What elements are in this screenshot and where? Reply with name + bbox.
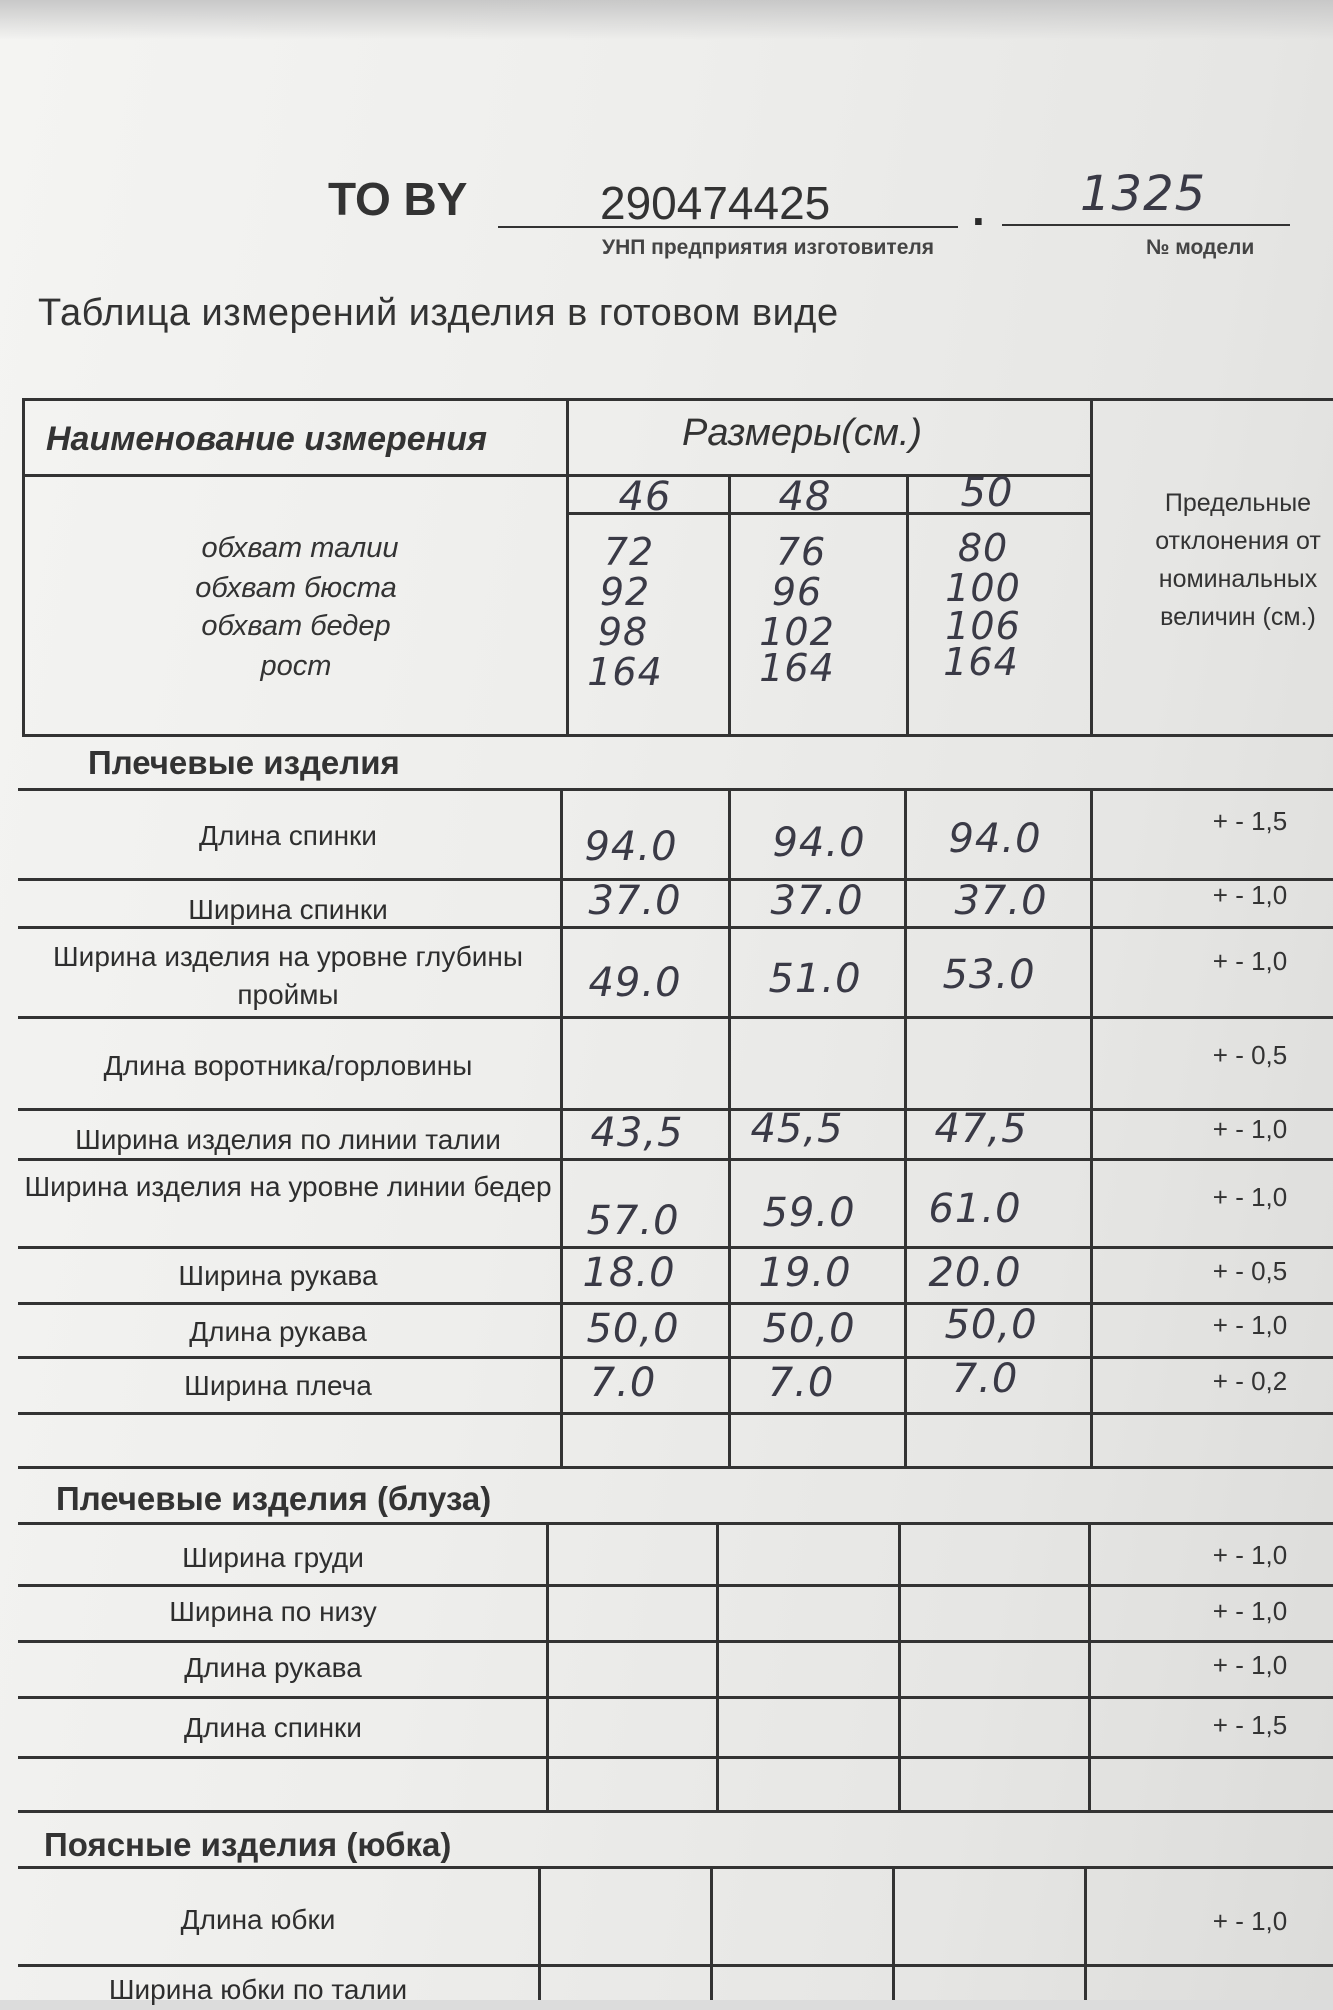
body-value: 96 <box>771 570 823 614</box>
row-tolerance: + - 1,5 <box>1212 806 1288 836</box>
row-value: 61.0 <box>928 1186 1022 1232</box>
row-value: 50,0 <box>586 1306 680 1352</box>
unp-caption: УНП предприятия изготовителя <box>602 236 934 259</box>
body-value: 164 <box>587 650 663 694</box>
row-value: 18.0 <box>582 1250 676 1296</box>
body-value: 102 <box>759 610 835 654</box>
row-tolerance: + - 1,0 <box>1212 1906 1288 1936</box>
tolerance-header-1: Предельные <box>1164 489 1312 517</box>
row-value: 7.0 <box>951 1356 1019 1402</box>
body-measure-height: рост <box>260 650 332 682</box>
row-label: Длина рукава <box>189 1316 367 1347</box>
table-line <box>18 1964 1333 1967</box>
table-line <box>1090 398 1093 734</box>
section-title-blouse: Плечевые изделия (блуза) <box>56 1480 492 1517</box>
table-line <box>22 398 1333 401</box>
sizes-column-header: Размеры(см.) <box>682 412 923 454</box>
row-value: 7.0 <box>589 1360 657 1406</box>
size-48: 48 <box>778 474 832 520</box>
section-title-skirt: Поясные изделия (юбка) <box>44 1826 452 1863</box>
tolerance-header-2: отклонения от <box>1155 527 1321 555</box>
row-value: 50,0 <box>762 1306 856 1352</box>
table-line <box>18 1356 1333 1359</box>
table-line <box>18 1246 1333 1249</box>
table-line <box>18 1302 1333 1305</box>
table-line <box>18 1522 1333 1525</box>
row-tolerance: + - 0,2 <box>1212 1366 1288 1396</box>
table-line <box>18 1584 1333 1587</box>
row-value: 45,5 <box>750 1106 844 1152</box>
table-line <box>22 734 1333 737</box>
row-value: 43,5 <box>590 1110 684 1156</box>
tolerance-header-4: величин (см.) <box>1160 603 1316 631</box>
row-label: Ширина изделия на уровне линии бедер <box>24 1171 552 1202</box>
table-line <box>538 1866 541 2000</box>
model-value: 1325 <box>1080 166 1207 222</box>
row-value: 37.0 <box>588 878 682 924</box>
row-label: Длина спинки <box>184 1712 362 1743</box>
table-line <box>1090 788 1093 1468</box>
size-46: 46 <box>618 474 672 520</box>
row-tolerance: + - 1,0 <box>1212 1540 1288 1570</box>
row-tolerance: + - 1,0 <box>1212 880 1288 910</box>
row-value: 50,0 <box>944 1302 1038 1348</box>
row-label: Длина юбки <box>180 1904 336 1935</box>
row-value: 94.0 <box>772 820 866 866</box>
row-value: 7.0 <box>767 1360 835 1406</box>
section-title-shoulder: Плечевые изделия <box>88 744 400 781</box>
body-value: 72 <box>603 530 655 574</box>
row-label: Длина спинки <box>199 820 377 851</box>
document-title: Таблица измерений изделия в готовом виде <box>38 292 839 334</box>
row-label: Ширина рукава <box>178 1260 378 1291</box>
name-column-header: Наименование измерения <box>46 420 487 458</box>
unp-value: 290474425 <box>600 177 831 229</box>
header-separator: . <box>972 183 985 235</box>
table-line <box>18 1412 1333 1415</box>
table-line <box>18 1756 1333 1759</box>
tolerance-header-3: номинальных <box>1158 565 1318 593</box>
row-tolerance: + - 0,5 <box>1212 1040 1288 1070</box>
row-label: Ширина спинки <box>188 894 388 925</box>
row-value: 57.0 <box>586 1198 680 1244</box>
row-value: 94.0 <box>948 816 1042 862</box>
table-line <box>898 1522 901 1812</box>
row-value: 59.0 <box>762 1190 856 1236</box>
row-label: Ширина изделия на уровне глубины проймы <box>53 941 523 1010</box>
row-label: Ширина юбки по талии <box>108 1974 408 2005</box>
row-label: Ширина изделия по линии талии <box>75 1124 501 1155</box>
row-tolerance: + - 1,5 <box>1212 1710 1288 1740</box>
header-prefix: ТО BY <box>328 173 468 225</box>
table-line <box>18 1810 1333 1813</box>
table-line <box>18 1640 1333 1643</box>
size-50: 50 <box>960 470 1014 516</box>
model-caption: № модели <box>1146 236 1255 259</box>
row-tolerance: + - 1,0 <box>1212 946 1288 976</box>
row-value: 20.0 <box>928 1250 1022 1296</box>
body-measure-bust: обхват бюста <box>195 572 397 604</box>
row-label: Ширина по низу <box>169 1596 377 1627</box>
table-line <box>1088 1522 1091 1812</box>
row-value: 53.0 <box>942 952 1036 998</box>
table-line <box>18 788 1333 791</box>
row-value: 49.0 <box>588 960 682 1006</box>
table-line <box>18 1696 1333 1699</box>
row-value: 37.0 <box>770 878 864 924</box>
body-value: 98 <box>597 610 649 654</box>
row-label: Длина рукава <box>184 1652 362 1683</box>
body-value: 164 <box>759 646 835 690</box>
row-tolerance: + - 1,0 <box>1212 1650 1288 1680</box>
table-line <box>1084 1866 1087 2000</box>
body-measure-waist: обхват талии <box>201 532 399 564</box>
table-line <box>18 1466 1333 1469</box>
table-line <box>710 1866 713 2000</box>
row-tolerance: + - 1,0 <box>1212 1310 1288 1340</box>
body-value: 80 <box>957 526 1009 570</box>
row-label: Ширина груди <box>182 1542 364 1573</box>
row-tolerance: + - 1,0 <box>1212 1114 1288 1144</box>
row-label: Длина воротника/горловины <box>103 1050 473 1081</box>
table-line <box>22 398 25 734</box>
body-value: 92 <box>599 570 651 614</box>
row-value: 94.0 <box>584 824 678 870</box>
row-tolerance: + - 0,5 <box>1212 1256 1288 1286</box>
row-tolerance: + - 1,0 <box>1212 1182 1288 1212</box>
row-label: Ширина плеча <box>184 1370 372 1401</box>
table-line <box>892 1866 895 2000</box>
body-measure-hips: обхват бедер <box>201 610 391 642</box>
body-value: 164 <box>943 640 1019 684</box>
body-value: 76 <box>775 530 827 574</box>
row-value: 37.0 <box>954 878 1048 924</box>
body-value: 100 <box>945 566 1021 610</box>
row-value: 47,5 <box>934 1106 1028 1152</box>
table-line <box>18 1016 1333 1019</box>
body-value: 106 <box>945 604 1021 648</box>
table-line <box>716 1522 719 1812</box>
row-value: 19.0 <box>758 1250 852 1296</box>
table-line <box>18 1866 1333 1869</box>
table-line <box>546 1522 549 1812</box>
row-value: 51.0 <box>768 956 862 1002</box>
row-tolerance: + - 1,0 <box>1212 1596 1288 1626</box>
